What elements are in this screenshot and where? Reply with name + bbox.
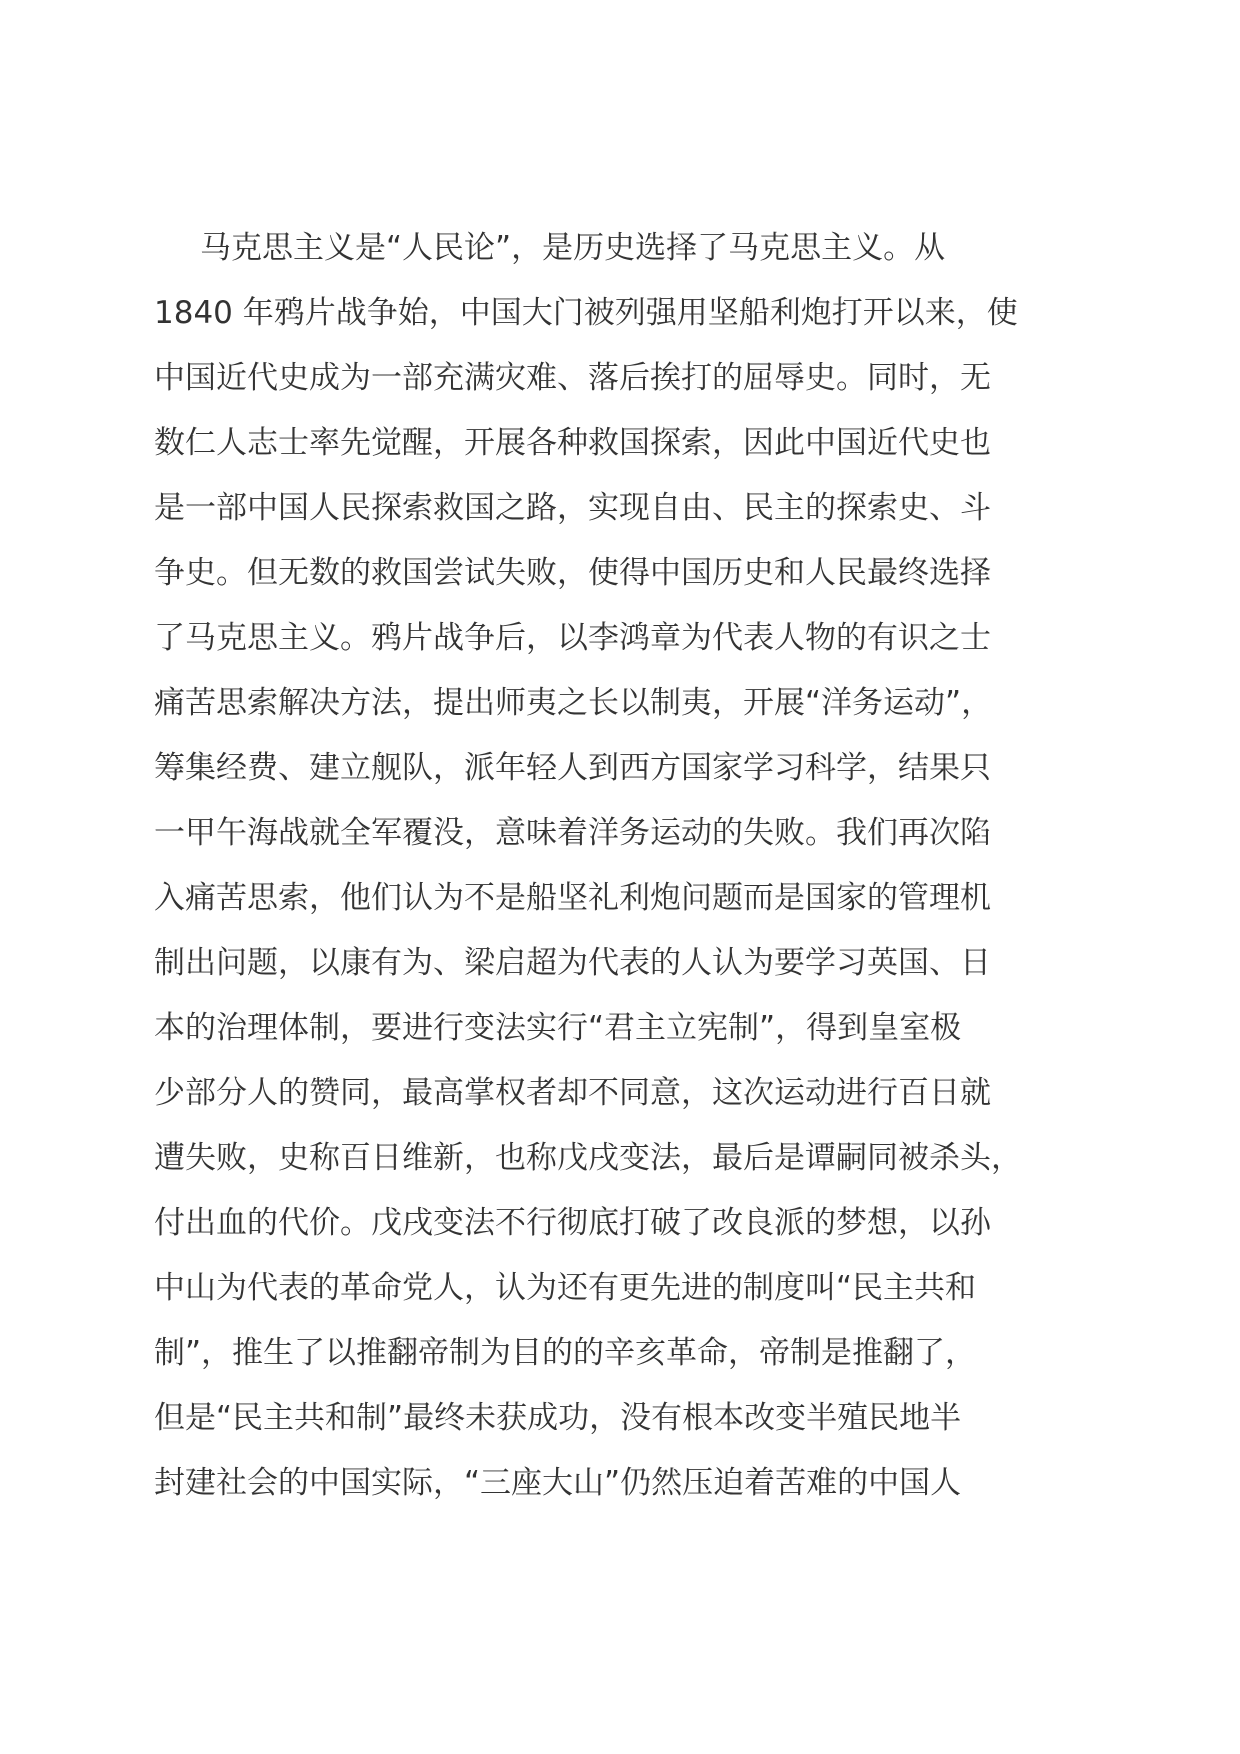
text-line-12: 制出问题，以康有为、梁启超为代表的人认为要学习英国、日 [154, 945, 991, 981]
body-paragraph [154, 216, 1094, 1516]
text-line-9: 筹集经费、建立舰队，派年轻人到西方国家学习科学，结果只 [154, 750, 991, 786]
text-line-6: 争史。但无数的救国尝试失败，使得中国历史和人民最终选择 [154, 555, 991, 591]
text-line-4: 数仁人志士率先觉醒，开展各种救国探索，因此中国近代史也 [154, 425, 991, 461]
text-line-17: 中山为代表的革命党人，认为还有更先进的制度叫“民主共和 [154, 1270, 977, 1306]
text-line-5: 是一部中国人民探索救国之路，实现自由、民主的探索史、斗 [154, 490, 991, 526]
text-line-1: 马克思主义是“人民论”，是历史选择了马克思主义。从 [200, 230, 946, 266]
text-line-14: 少部分人的赞同，最高掌权者却不同意，这次运动进行百日就 [154, 1075, 991, 1111]
text-line-13: 本的治理体制，要进行变法实行“君主立宪制”，得到皇室极 [154, 1010, 962, 1046]
text-line-16: 付出血的代价。戊戌变法不行彻底打破了改良派的梦想，以孙 [154, 1205, 991, 1241]
text-line-18: 制”，推生了以推翻帝制为目的的辛亥革命，帝制是推翻了， [154, 1335, 977, 1371]
text-line-2: 1840 年鸦片战争始，中国大门被列强用坚船利炮打开以来，使 [154, 295, 1018, 331]
text-line-20: 封建社会的中国实际，“三座大山”仍然压迫着苦难的中国人 [154, 1465, 962, 1501]
text-line-3: 中国近代史成为一部充满灾难、落后挨打的屈辱史。同时，无 [154, 360, 991, 396]
text-line-19: 但是“民主共和制”最终未获成功，没有根本改变半殖民地半 [154, 1400, 962, 1436]
text-line-10: 一甲午海战就全军覆没，意味着洋务运动的失败。我们再次陷 [154, 815, 991, 851]
text-line-7: 了马克思主义。鸦片战争后，以李鸿章为代表人物的有识之士 [154, 620, 991, 656]
text-line-11: 入痛苦思索，他们认为不是船坚礼利炮问题而是国家的管理机 [154, 880, 991, 916]
text-line-15: 遭失败，史称百日维新，也称戊戌变法，最后是谭嗣同被杀头， [154, 1140, 1022, 1176]
text-line-8: 痛苦思索解决方法，提出师夷之长以制夷，开展“洋务运动”， [154, 685, 993, 721]
